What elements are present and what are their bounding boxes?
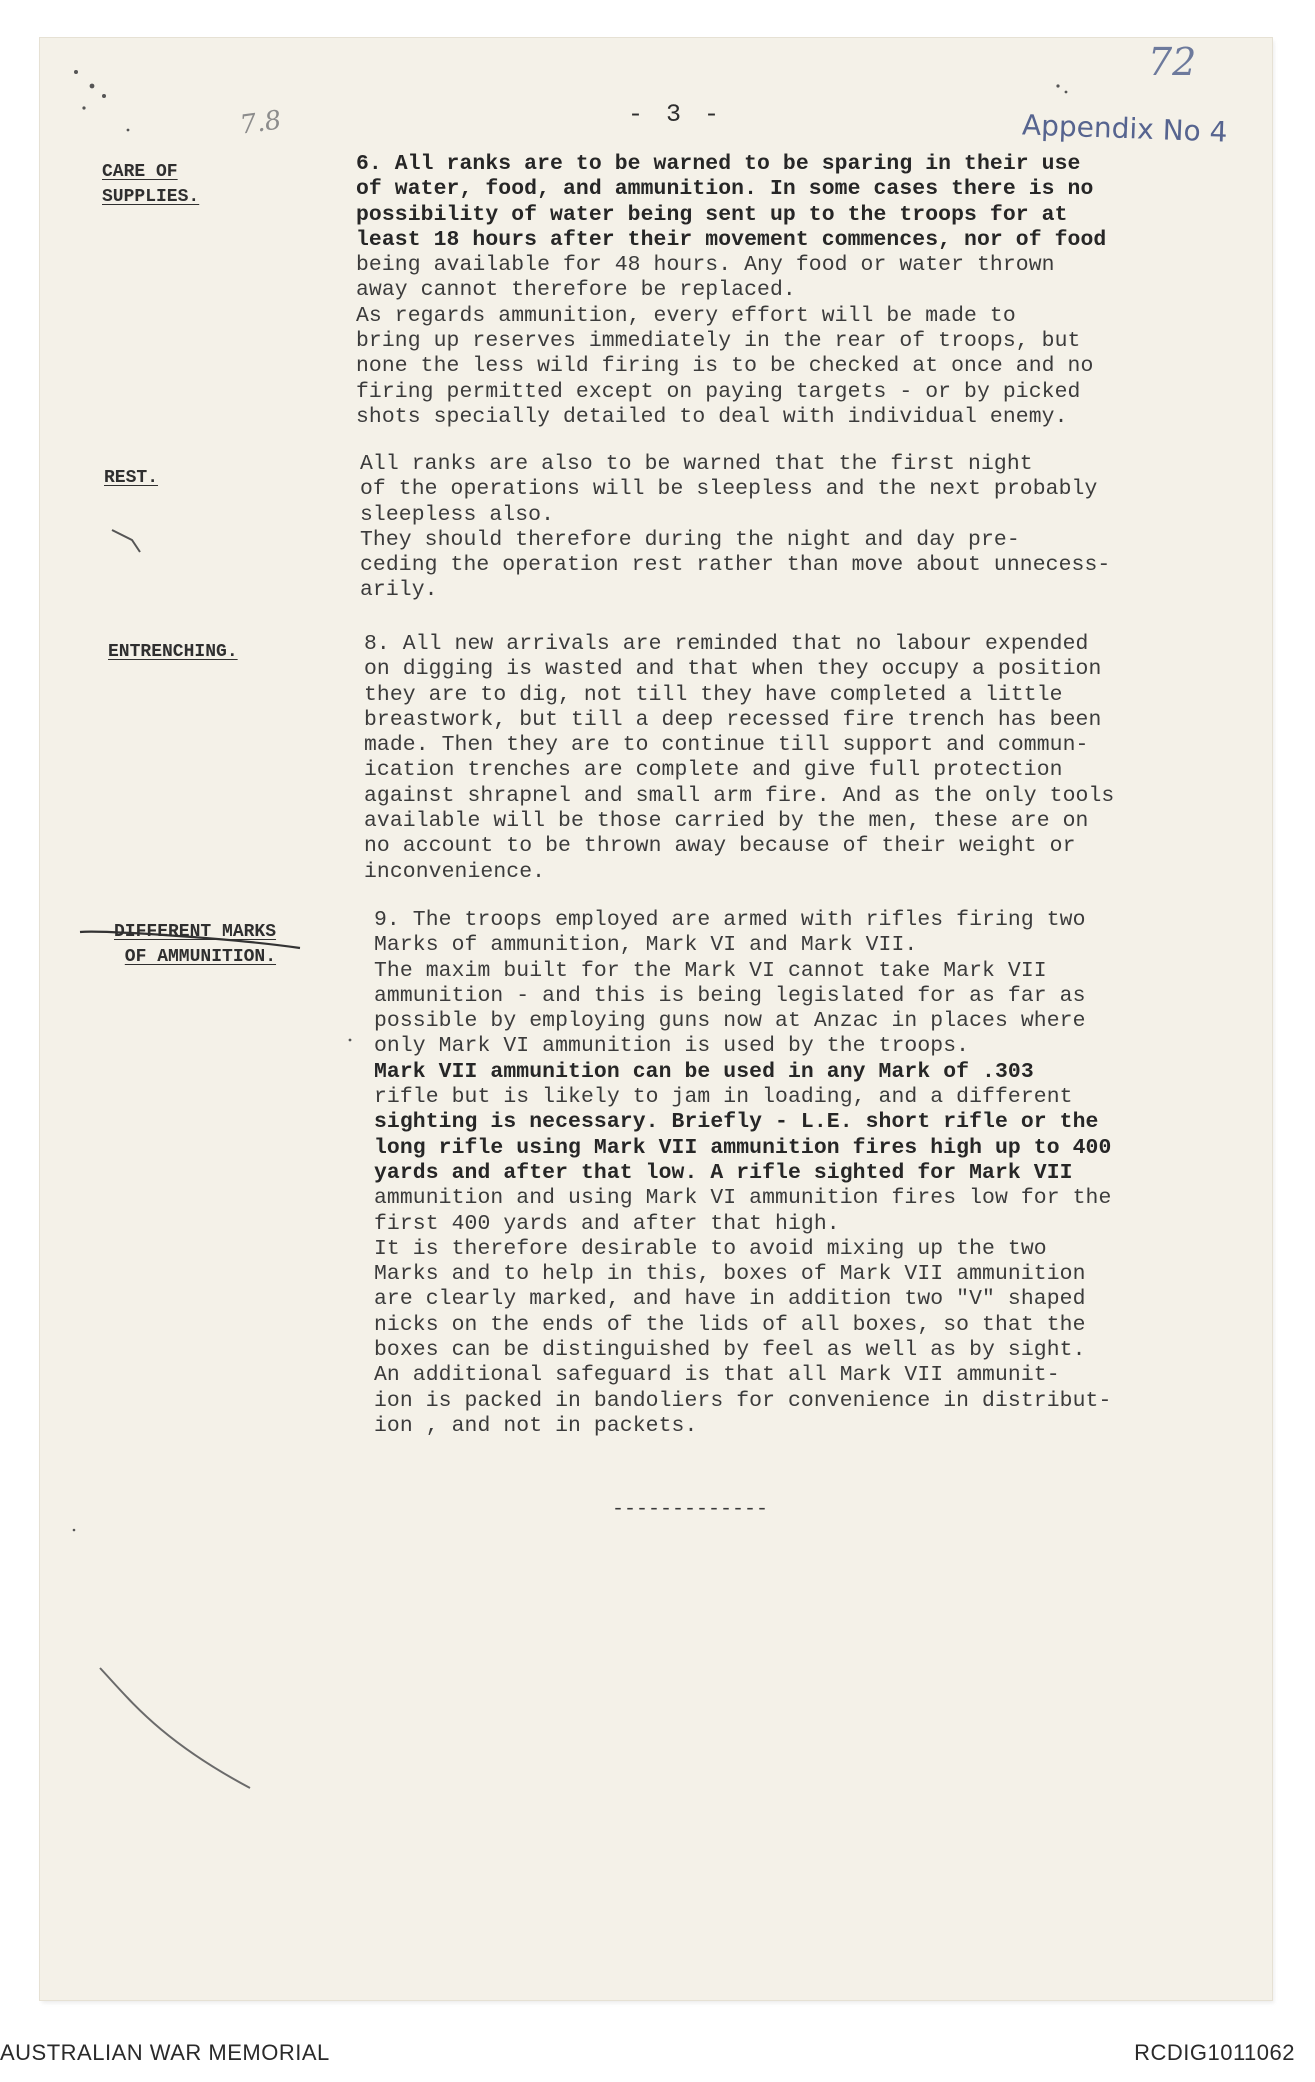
end-rule: ------------- (612, 1498, 769, 1521)
text-line: long rifle using Mark VII ammunition fires high up to 400 (374, 1135, 1112, 1160)
text-line: first 400 yards and after that high. (374, 1211, 840, 1236)
heading-line: ENTRENCHING. (108, 642, 238, 662)
text-line: of the operations will be sleepless and the next probably (360, 477, 1098, 502)
text-line: away cannot therefore be replaced. (356, 278, 796, 303)
text-line: no account to be thrown away because of their weight or (364, 834, 1076, 859)
heading-different-marks (114, 920, 276, 970)
heading-line: CARE OF (102, 162, 178, 182)
paragraph-entrenching (364, 632, 1114, 885)
text-line: nicks on the ends of the lids of all boxes, so that the (374, 1312, 1086, 1337)
footer-institution: AUSTRALIAN WAR MEMORIAL (0, 2040, 330, 2065)
text-line: on digging is wasted and that when they occupy a position (364, 657, 1102, 682)
heading-line: SUPPLIES. (102, 187, 200, 207)
text-line: made. Then they are to continue till support and commun- (364, 733, 1089, 758)
text-line: It is therefore desirable to avoid mixing up the two (374, 1236, 1047, 1261)
text-line: ammunition and using Mark VI ammunition fires low for the (374, 1186, 1112, 1211)
text-line: sighting is necessary. Briefly - L.E. short rifle or the (374, 1110, 1099, 1135)
text-line: shots specially detailed to deal with individual enemy. (356, 404, 1068, 429)
text-line: being available for 48 hours. Any food or water thrown (356, 253, 1055, 278)
paragraph-rest (360, 452, 1110, 604)
text-line: All ranks are also to be warned that the first night (360, 452, 1033, 476)
heading-rest (104, 466, 158, 491)
text-line: Marks of ammunition, Mark VI and Mark VII. (374, 933, 918, 958)
text-line: are clearly marked, and have in addition two "V" shaped (374, 1287, 1086, 1312)
text-line: available will be those carried by the men, these are on (364, 809, 1089, 834)
text-line: ammunition - and this is being legislated for as far as (374, 983, 1086, 1008)
text-line: 9. The troops employed are armed with rifles firing two (374, 908, 1086, 932)
text-line: against shrapnel and small arm fire. And as the only tools (364, 783, 1115, 808)
text-line: none the less wild firing is to be checked at once and no (356, 354, 1094, 379)
text-line: breastwork, but till a deep recessed fire trench has been (364, 707, 1102, 732)
text-line: 8. All new arrivals are reminded that no labour expended (364, 632, 1089, 656)
text-line: possible by employing guns now at Anzac in places where (374, 1009, 1086, 1034)
text-line: rifle but is likely to jam in loading, and a different (374, 1085, 1073, 1110)
heading-line: REST. (104, 468, 159, 488)
heading-line: OF AMMUNITION. (124, 947, 277, 967)
text-line: yards and after that low. A rifle sighted for Mark VII (374, 1160, 1073, 1185)
paragraph-different-marks (374, 908, 1111, 1439)
pencil-annotation: 7.8 (238, 105, 284, 141)
folio-number: 72 (1148, 40, 1197, 84)
text-line: ion , and not in packets. (374, 1413, 698, 1438)
text-line: firing permitted except on paying targets - or by picked (356, 379, 1081, 404)
text-line: As regards ammunition, every effort will be made to (356, 303, 1016, 328)
text-line: sleepless also. (360, 502, 555, 527)
text-line: possibility of water being sent up to the troops for at (356, 202, 1068, 227)
text-line: 6. All ranks are to be warned to be sparing in their use (356, 152, 1081, 176)
paragraph-care-of-supplies (356, 152, 1106, 430)
text-line: arily. (360, 578, 438, 603)
text-line: ion is packed in bandoliers for convenience in distribut- (374, 1388, 1112, 1413)
text-line: bring up reserves immediately in the rear of troops, but (356, 329, 1081, 354)
heading-entrenching (108, 640, 238, 665)
text-line: least 18 hours after their movement commences, nor of food (356, 227, 1107, 252)
text-line: ceding the operation rest rather than move about unnecess- (360, 553, 1111, 578)
heading-line: DIFFERENT MARKS (114, 922, 277, 942)
heading-care-of-supplies (102, 160, 199, 210)
text-line: An additional safeguard is that all Mark VII ammunit- (374, 1363, 1060, 1388)
page-number: - 3 - (628, 100, 724, 129)
text-line: they are to dig, not till they have completed a little (364, 682, 1063, 707)
text-line: inconvenience. (364, 859, 546, 884)
text-line: The maxim built for the Mark VI cannot take Mark VII (374, 958, 1047, 983)
text-line: They should therefore during the night and day pre- (360, 527, 1020, 552)
footer-record-id: RCDIG1011062 (1134, 2040, 1295, 2065)
appendix-label: Appendix No 4 (1021, 108, 1229, 149)
text-line: Mark VII ammunition can be used in any Mark of .303 (374, 1059, 1034, 1084)
text-line: boxes can be distinguished by feel as well as by sight. (374, 1338, 1086, 1363)
text-line: only Mark VI ammunition is used by the troops. (374, 1034, 970, 1059)
text-line: of water, food, and ammunition. In some cases there is no (356, 177, 1094, 202)
text-line: ication trenches are complete and give full protection (364, 758, 1063, 783)
text-line: Marks and to help in this, boxes of Mark VII ammunition (374, 1262, 1086, 1287)
